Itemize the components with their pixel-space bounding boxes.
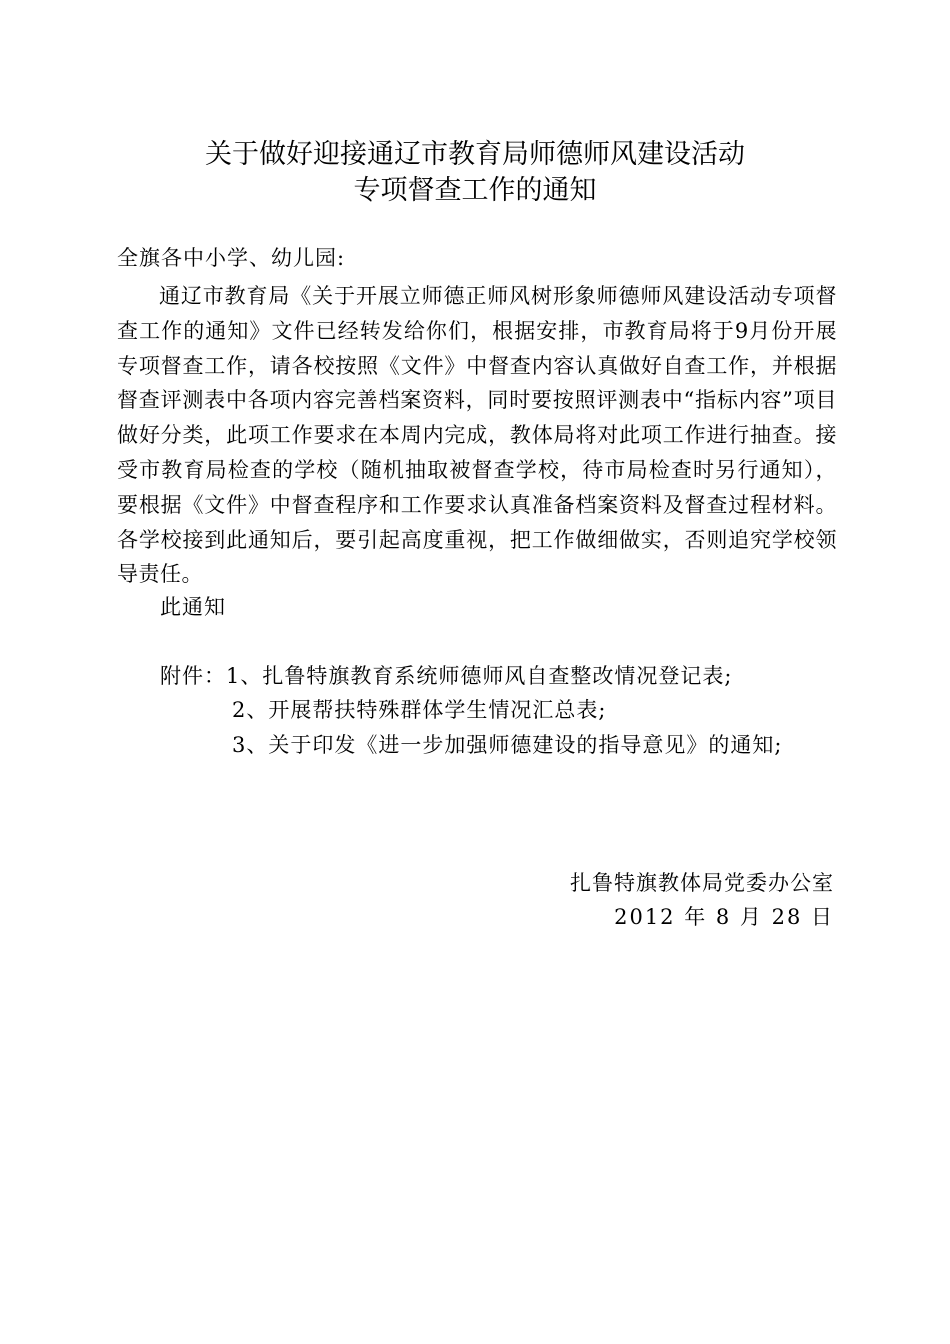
document-title-line-1: 关于做好迎接通辽市教育局师德师风建设活动 (205, 139, 745, 170)
attachment-item-3: 3、关于印发《进一步加强师德建设的指导意见》的通知; (232, 733, 783, 757)
salutation: 全旗各中小学、幼儿园: (117, 246, 346, 270)
attachment-item-1: 附件：1、扎鲁特旗教育系统师德师风自查整改情况登记表; (160, 664, 733, 688)
attachment-item-2: 2、开展帮扶特殊群体学生情况汇总表; (232, 698, 607, 722)
body-paragraph: 通辽市教育局《关于开展立师德正师风树形象师德师风建设活动专项督查工作的通知》文件已经转发给你们，根据安排，市教育局将于9月份开展专项督查工作，请各校按照《文件》中督查内容认真做好自查工作，并根据督查评测表中各项内容完善档案资料，同时要按照评测表中“指标内容”项目做好分类，此项工作要求在本周内完成，教体局将对此项工作进行抽查。接受市教育局检查的学校（随机抽取被督查学校，待市局检查时另行通知），要根据《文件》中督查程序和工作要求认真准备档案资料及督查过程材料。各学校接到此通知后，要引起高度重视，把工作做细做实，否则追究学校领导责任。 (117, 284, 837, 587)
document-title-line-2: 专项督查工作的通知 (353, 175, 597, 206)
closing-remark: 此通知 (160, 595, 226, 619)
signature-office: 扎鲁特旗教体局党委办公室 (570, 871, 834, 895)
signature-date: 2012 年 8 月 28 日 (614, 905, 834, 929)
